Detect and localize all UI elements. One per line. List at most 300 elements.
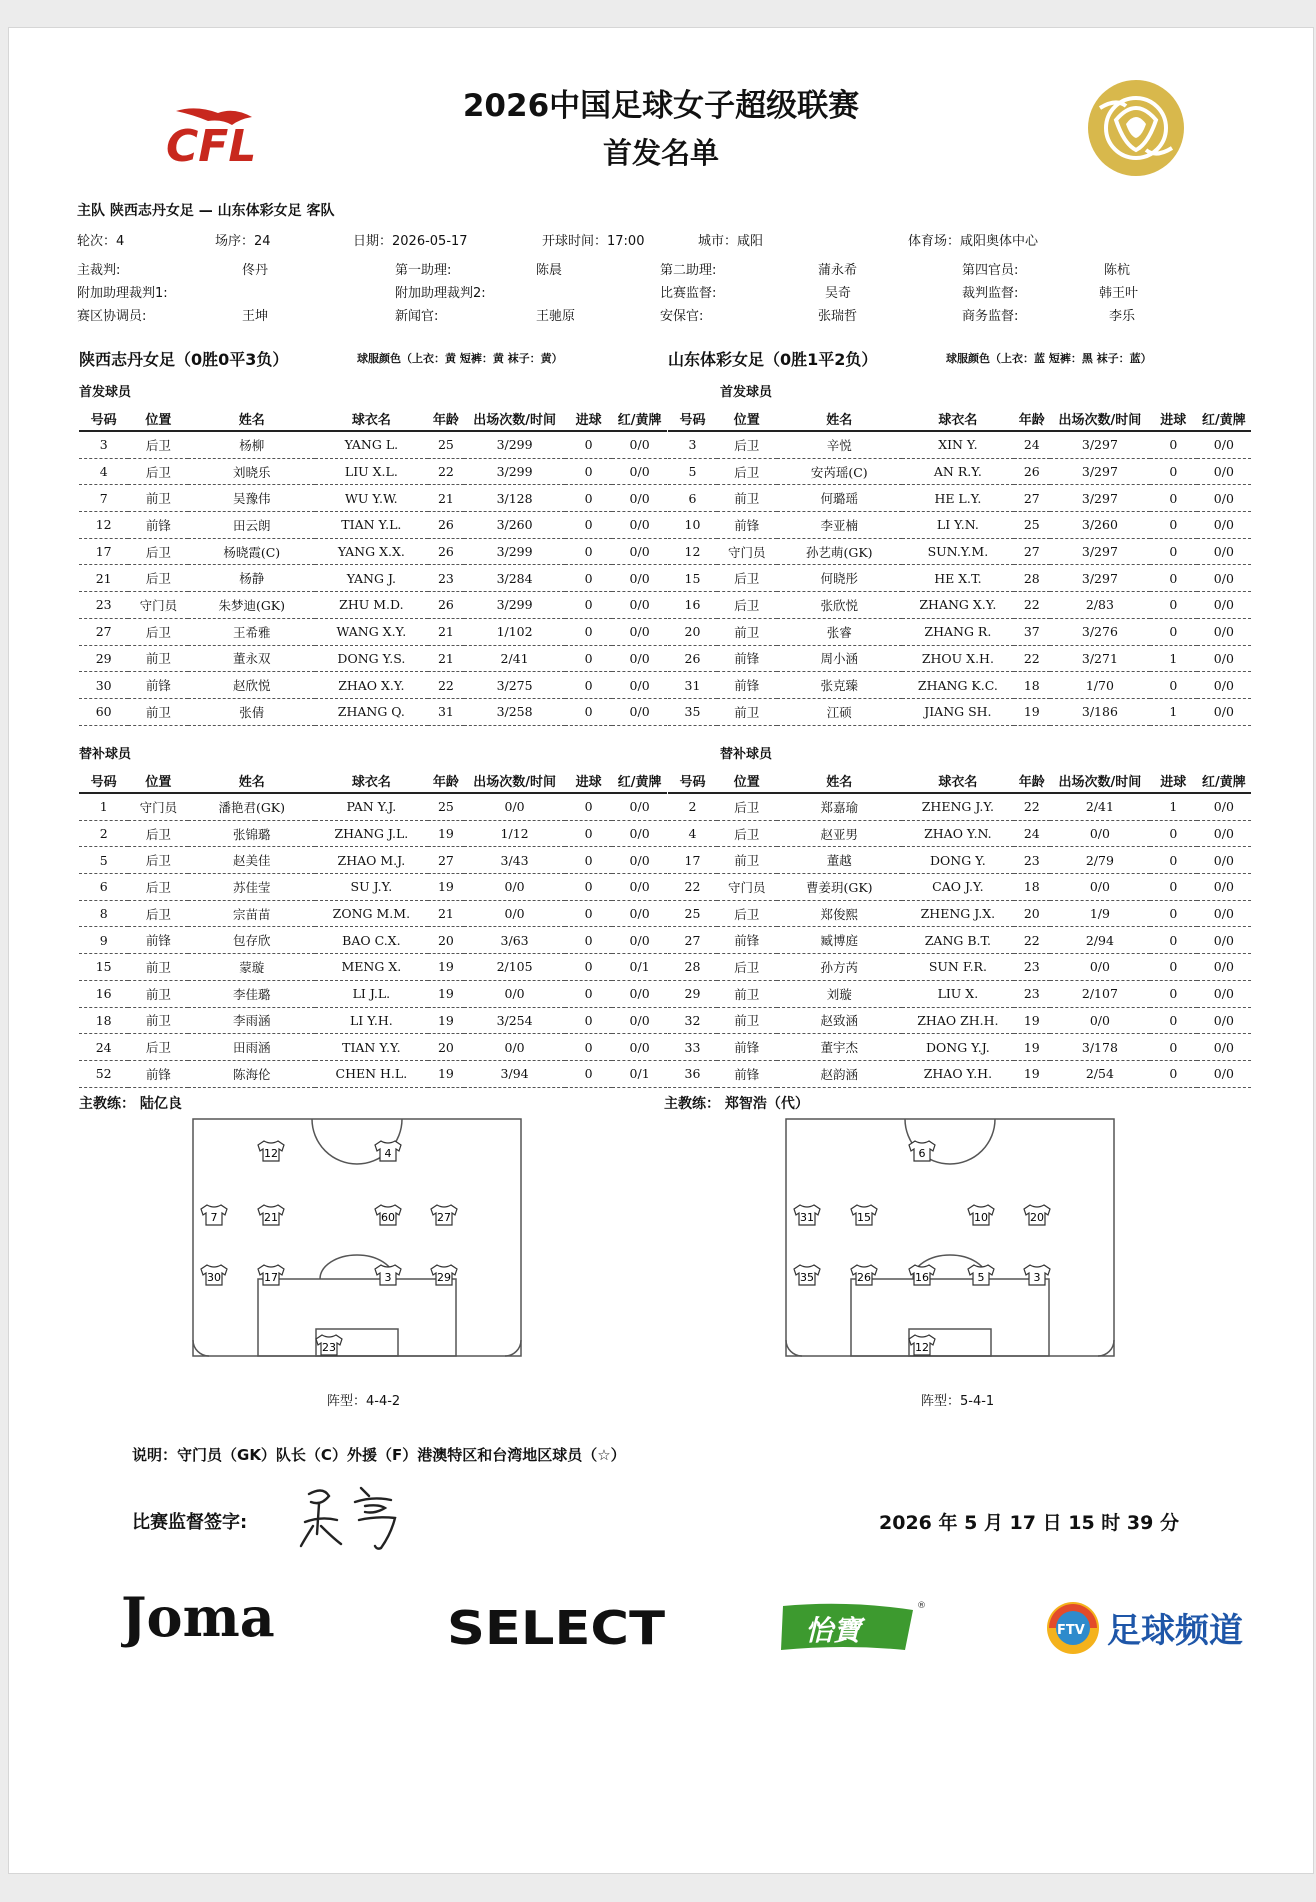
player-cell: 19: [1014, 1034, 1050, 1061]
player-cell: 0/0: [1197, 980, 1251, 1007]
player-cell: 前锋: [128, 512, 188, 539]
player-cell: 18: [1014, 672, 1050, 699]
player-cell: 0: [565, 538, 612, 565]
away-kit-colors: 球服颜色（上衣：蓝 短裤：黑 袜子：蓝）: [946, 352, 1152, 365]
player-row: [79, 1034, 667, 1061]
player-cell: DONG Y.J.: [902, 1034, 1014, 1061]
column-header: 红/黄牌: [612, 406, 667, 431]
player-cell: 前卫: [128, 980, 188, 1007]
column-header: 红/黄牌: [612, 768, 667, 793]
player-cell: 4: [668, 820, 717, 847]
column-header: 年龄: [428, 406, 464, 431]
player-cell: 包存欣: [188, 927, 315, 954]
cbest-logo: [777, 1596, 927, 1656]
player-cell: 张倩: [188, 698, 315, 725]
player-cell: 1/70: [1050, 672, 1150, 699]
player-cell: 3/297: [1050, 458, 1150, 485]
player-cell: 守门员: [128, 793, 188, 820]
player-row: [79, 485, 667, 512]
away-subs-heading: 替补球员: [720, 747, 773, 762]
player-cell: 前卫: [128, 698, 188, 725]
player-cell: ZHAO X.Y.: [315, 672, 428, 699]
player-row: [79, 618, 667, 645]
player-cell: AN R.Y.: [902, 458, 1014, 485]
player-cell: 22: [1014, 645, 1050, 672]
player-cell: 后卫: [128, 431, 188, 458]
player-cell: 0/0: [1197, 793, 1251, 820]
player-cell: 0: [565, 900, 612, 927]
player-cell: 0/0: [1197, 672, 1251, 699]
player-cell: 0: [1150, 431, 1197, 458]
player-cell: 0/0: [1050, 820, 1150, 847]
player-cell: 19: [1014, 1060, 1050, 1087]
player-cell: 2/83: [1050, 592, 1150, 619]
player-cell: 郑俊熙: [777, 900, 903, 927]
column-header: 号码: [668, 406, 717, 431]
player-cell: 0/0: [464, 874, 565, 901]
player-cell: 31: [428, 698, 464, 725]
player-cell: 19: [428, 820, 464, 847]
shirt-number: 4: [384, 1147, 392, 1160]
column-header: 姓名: [777, 406, 903, 431]
player-cell: 田雨涵: [188, 1034, 315, 1061]
player-cell: 36: [668, 1060, 717, 1087]
player-cell: 21: [428, 485, 464, 512]
column-header: 年龄: [428, 768, 464, 793]
player-cell: 前锋: [717, 645, 777, 672]
signature-datetime: 2026 年 5 月 17 日 15 时 39 分: [879, 1512, 1179, 1534]
player-cell: 安芮瑶(C): [777, 458, 903, 485]
player-cell: 孙艺萌(GK): [777, 538, 903, 565]
away-team-name: 山东体彩女足（0胜1平2负）: [668, 350, 878, 369]
player-cell: 何璐瑶: [777, 485, 903, 512]
player-cell: 后卫: [128, 847, 188, 874]
player-cell: 19: [428, 1007, 464, 1034]
player-cell: 27: [1014, 485, 1050, 512]
player-cell: 0: [565, 847, 612, 874]
player-cell: 12: [668, 538, 717, 565]
shirt-number: 31: [800, 1211, 814, 1224]
player-cell: 0: [1150, 458, 1197, 485]
shirt-number: 3: [1033, 1271, 1041, 1284]
player-cell: 24: [1014, 820, 1050, 847]
shirt-icon: [431, 1205, 457, 1225]
player-cell: 前锋: [717, 512, 777, 539]
player-cell: ZHENG J.X.: [902, 900, 1014, 927]
player-cell: 后卫: [128, 618, 188, 645]
player-cell: 陈海伦: [188, 1060, 315, 1087]
player-cell: 0/0: [612, 847, 667, 874]
player-cell: 前锋: [717, 1034, 777, 1061]
player-cell: 前卫: [717, 980, 777, 1007]
player-cell: 5: [79, 847, 128, 874]
away-starters-heading: 首发球员: [720, 385, 773, 400]
player-cell: 27: [1014, 538, 1050, 565]
shirt-icon: [316, 1335, 342, 1355]
player-cell: 24: [79, 1034, 128, 1061]
player-row: [79, 431, 667, 458]
player-cell: ZHANG R.: [902, 618, 1014, 645]
player-cell: 19: [428, 1060, 464, 1087]
player-cell: LI Y.H.: [315, 1007, 428, 1034]
shirt-number: 60: [381, 1211, 395, 1224]
player-cell: 20: [668, 618, 717, 645]
player-row: [79, 458, 667, 485]
player-cell: 2: [79, 820, 128, 847]
official-value: 韩王叶: [1099, 286, 1139, 301]
player-cell: 后卫: [128, 820, 188, 847]
player-cell: 17: [79, 538, 128, 565]
player-row: [79, 1060, 667, 1087]
column-header: 出场次数/时间: [1050, 406, 1150, 431]
column-header: 位置: [128, 768, 188, 793]
shirt-number: 6: [918, 1147, 926, 1160]
player-cell: 37: [1014, 618, 1050, 645]
home-kit-colors: 球服颜色（上衣：黄 短裤：黄 袜子：黄）: [357, 352, 563, 365]
player-cell: 33: [668, 1034, 717, 1061]
lineup-sheet: [8, 27, 1314, 1874]
player-cell: ZHU M.D.: [315, 592, 428, 619]
player-cell: 0/0: [1197, 485, 1251, 512]
player-cell: 0/0: [612, 874, 667, 901]
player-cell: 3/178: [1050, 1034, 1150, 1061]
player-row: [79, 820, 667, 847]
player-cell: 0: [1150, 618, 1197, 645]
shirt-number: 26: [857, 1271, 871, 1284]
player-cell: 0/0: [612, 431, 667, 458]
official-label: 第一助理:: [395, 263, 452, 278]
player-cell: 4: [79, 458, 128, 485]
player-cell: 前卫: [717, 847, 777, 874]
player-cell: 22: [1014, 592, 1050, 619]
player-cell: 0/0: [612, 538, 667, 565]
home-team-name: 陕西志丹女足（0胜0平3负）: [79, 350, 289, 369]
shirt-number: 27: [437, 1211, 451, 1224]
column-header: 球衣名: [315, 406, 428, 431]
player-cell: 2/41: [464, 645, 565, 672]
official-value: 张瑞哲: [818, 309, 858, 324]
player-cell: 1: [1150, 645, 1197, 672]
column-header: 号码: [79, 768, 128, 793]
cbest-logo-text: 怡寶: [805, 1614, 862, 1647]
player-cell: 0/0: [612, 458, 667, 485]
player-cell: 19: [1014, 1007, 1050, 1034]
select-logo: [447, 1600, 667, 1650]
player-cell: 董永双: [188, 645, 315, 672]
official-label: 主裁判:: [77, 263, 121, 278]
player-cell: 0/0: [612, 1034, 667, 1061]
away-formation-pitch: [785, 1118, 1115, 1388]
shirt-number: 23: [322, 1341, 336, 1354]
shirt-number: 10: [974, 1211, 988, 1224]
shirt-icon: [1024, 1265, 1050, 1285]
player-cell: 孙方芮: [777, 954, 903, 981]
svg-text:®: ®: [917, 1601, 926, 1611]
player-cell: 6: [668, 485, 717, 512]
player-cell: 20: [428, 1034, 464, 1061]
shirt-icon: [201, 1265, 227, 1285]
player-cell: 0: [1150, 485, 1197, 512]
official-label: 附加助理裁判2:: [395, 286, 486, 301]
player-cell: 0/0: [1050, 874, 1150, 901]
player-cell: 赵致涵: [777, 1007, 903, 1034]
official-label: 比赛监督:: [660, 286, 717, 301]
player-cell: 0: [1150, 512, 1197, 539]
player-row: [668, 820, 1251, 847]
home-starters-heading: 首发球员: [79, 385, 132, 400]
player-cell: 赵韵涵: [777, 1060, 903, 1087]
player-cell: DONG Y.S.: [315, 645, 428, 672]
player-cell: ZANG B.T.: [902, 927, 1014, 954]
player-cell: 25: [668, 900, 717, 927]
player-cell: 0: [1150, 927, 1197, 954]
player-cell: ZHAO Y.N.: [902, 820, 1014, 847]
player-cell: 22: [428, 672, 464, 699]
player-row: [668, 1034, 1251, 1061]
player-cell: 3/63: [464, 927, 565, 954]
player-cell: 0/0: [464, 793, 565, 820]
player-cell: 3/258: [464, 698, 565, 725]
player-cell: 3/260: [464, 512, 565, 539]
player-cell: 0: [565, 927, 612, 954]
home-starters-table: [79, 406, 667, 726]
player-cell: 30: [79, 672, 128, 699]
player-cell: ZHAO Y.H.: [902, 1060, 1014, 1087]
player-row: [668, 672, 1251, 699]
player-cell: 9: [79, 927, 128, 954]
column-header: 号码: [79, 406, 128, 431]
player-row: [668, 1007, 1251, 1034]
shirt-icon: [794, 1265, 820, 1285]
player-cell: 0/1: [612, 1060, 667, 1087]
player-cell: 前卫: [128, 954, 188, 981]
player-cell: 后卫: [128, 458, 188, 485]
column-header: 位置: [717, 406, 777, 431]
player-cell: BAO C.X.: [315, 927, 428, 954]
match-stadium: 体育场：咸阳奥体中心: [908, 234, 1039, 249]
player-cell: 3/297: [1050, 565, 1150, 592]
away-subs-table: [668, 768, 1251, 1088]
player-cell: 蒙璇: [188, 954, 315, 981]
league-title: 2026中国足球女子超级联赛: [462, 88, 860, 124]
home-coach: 主教练： 陆亿良: [79, 1096, 182, 1112]
player-cell: 32: [668, 1007, 717, 1034]
official-label: 安保官:: [660, 309, 704, 324]
shirt-number: 12: [264, 1147, 278, 1160]
player-cell: 0: [1150, 1060, 1197, 1087]
player-cell: 0/0: [1197, 927, 1251, 954]
player-cell: 赵欣悦: [188, 672, 315, 699]
official-value: 蒲永希: [818, 263, 858, 278]
column-header: 号码: [668, 768, 717, 793]
player-cell: 0/0: [612, 980, 667, 1007]
ftv-badge-text: FTV: [1057, 1623, 1085, 1638]
column-header: 球衣名: [902, 406, 1014, 431]
player-cell: 19: [428, 874, 464, 901]
away-formation-label: 阵型：5-4-1: [921, 1394, 995, 1409]
player-cell: 23: [428, 565, 464, 592]
player-cell: 刘璇: [777, 980, 903, 1007]
official-value: 陈杭: [1104, 263, 1131, 278]
player-cell: 0/0: [1197, 820, 1251, 847]
official-label: 附加助理裁判1:: [77, 286, 168, 301]
player-cell: 前锋: [717, 1060, 777, 1087]
player-cell: TIAN Y.L.: [315, 512, 428, 539]
player-cell: 20: [428, 927, 464, 954]
player-cell: 2/41: [1050, 793, 1150, 820]
player-cell: 后卫: [128, 900, 188, 927]
player-cell: DONG Y.: [902, 847, 1014, 874]
home-subs-heading: 替补球员: [79, 747, 132, 762]
player-cell: 1: [1150, 793, 1197, 820]
player-cell: 后卫: [717, 900, 777, 927]
player-row: [668, 512, 1251, 539]
shirt-number: 3: [384, 1271, 392, 1284]
player-cell: 郑嘉瑜: [777, 793, 903, 820]
player-cell: 18: [1014, 874, 1050, 901]
player-cell: 赵美佳: [188, 847, 315, 874]
official-value: 王坤: [242, 309, 269, 324]
player-cell: 3/299: [464, 538, 565, 565]
player-cell: 0: [565, 431, 612, 458]
player-row: [79, 538, 667, 565]
column-header: 年龄: [1014, 768, 1050, 793]
player-cell: 0/0: [1197, 1034, 1251, 1061]
player-cell: 2/94: [1050, 927, 1150, 954]
player-cell: 田云朗: [188, 512, 315, 539]
player-cell: 3/276: [1050, 618, 1150, 645]
player-cell: WANG X.Y.: [315, 618, 428, 645]
shirt-icon: [851, 1265, 877, 1285]
player-cell: 前卫: [128, 645, 188, 672]
player-cell: 后卫: [128, 538, 188, 565]
match-date: 日期：2026-05-17: [353, 234, 468, 249]
player-cell: 0: [565, 1060, 612, 1087]
match-city: 城市：咸阳: [698, 234, 764, 249]
player-cell: 20: [1014, 900, 1050, 927]
player-cell: HE L.Y.: [902, 485, 1014, 512]
player-cell: 0: [565, 592, 612, 619]
player-cell: 0: [565, 874, 612, 901]
player-cell: 16: [668, 592, 717, 619]
player-cell: 22: [1014, 927, 1050, 954]
player-cell: 3/284: [464, 565, 565, 592]
column-header: 红/黄牌: [1197, 406, 1251, 431]
player-row: [668, 874, 1251, 901]
player-cell: 0: [565, 954, 612, 981]
player-cell: 3/275: [464, 672, 565, 699]
player-cell: 0: [565, 698, 612, 725]
player-cell: 刘晓乐: [188, 458, 315, 485]
player-cell: 1/12: [464, 820, 565, 847]
player-cell: 19: [428, 954, 464, 981]
player-row: [668, 592, 1251, 619]
player-cell: 28: [668, 954, 717, 981]
player-row: [79, 512, 667, 539]
player-cell: 10: [668, 512, 717, 539]
player-cell: PAN Y.J.: [315, 793, 428, 820]
player-cell: 后卫: [717, 565, 777, 592]
player-row: [668, 458, 1251, 485]
player-cell: 2/107: [1050, 980, 1150, 1007]
player-cell: 60: [79, 698, 128, 725]
player-cell: 董宇杰: [777, 1034, 903, 1061]
football-channel-text: 足球频道: [1107, 1611, 1243, 1651]
player-cell: 25: [1014, 512, 1050, 539]
player-cell: 3/299: [464, 431, 565, 458]
player-cell: 0/1: [612, 954, 667, 981]
player-cell: 28: [1014, 565, 1050, 592]
joma-logo: [121, 1588, 341, 1648]
player-cell: 3/254: [464, 1007, 565, 1034]
player-cell: 6: [79, 874, 128, 901]
player-cell: 王希雅: [188, 618, 315, 645]
player-row: [668, 645, 1251, 672]
player-cell: 7: [79, 485, 128, 512]
player-cell: SU J.Y.: [315, 874, 428, 901]
player-cell: 15: [668, 565, 717, 592]
player-cell: LI Y.N.: [902, 512, 1014, 539]
official-value: 吴奇: [825, 286, 852, 301]
player-row: [79, 847, 667, 874]
player-row: [668, 538, 1251, 565]
player-cell: 0/0: [1050, 1007, 1150, 1034]
player-cell: 李雨涵: [188, 1007, 315, 1034]
player-cell: 0/0: [612, 618, 667, 645]
sheet-title: 首发名单: [602, 136, 719, 170]
player-cell: 3/299: [464, 458, 565, 485]
player-row: [79, 698, 667, 725]
player-cell: 27: [668, 927, 717, 954]
player-cell: 后卫: [717, 592, 777, 619]
player-cell: 周小涵: [777, 645, 903, 672]
player-cell: 0: [565, 485, 612, 512]
player-cell: 21: [79, 565, 128, 592]
player-cell: 0/0: [612, 698, 667, 725]
player-cell: 3/297: [1050, 538, 1150, 565]
player-cell: JIANG SH.: [902, 698, 1014, 725]
player-cell: 前锋: [128, 672, 188, 699]
player-cell: 3/186: [1050, 698, 1150, 725]
player-cell: 0/0: [1197, 1060, 1251, 1087]
shirt-number: 7: [210, 1211, 218, 1224]
player-cell: 0/0: [1197, 645, 1251, 672]
player-cell: 8: [79, 900, 128, 927]
player-cell: 1: [79, 793, 128, 820]
player-row: [668, 618, 1251, 645]
player-row: [668, 431, 1251, 458]
player-cell: 1: [1150, 698, 1197, 725]
player-cell: 19: [428, 980, 464, 1007]
shirt-icon: [201, 1205, 227, 1225]
match-teams: 主队 陕西志丹女足 — 山东体彩女足 客队: [77, 203, 335, 219]
player-cell: 0: [1150, 874, 1197, 901]
player-cell: 0/0: [1197, 592, 1251, 619]
player-cell: 0: [1150, 980, 1197, 1007]
player-cell: 2/105: [464, 954, 565, 981]
player-cell: XIN Y.: [902, 431, 1014, 458]
player-cell: 5: [668, 458, 717, 485]
player-row: [668, 900, 1251, 927]
player-cell: 前卫: [717, 485, 777, 512]
player-cell: CHEN H.L.: [315, 1060, 428, 1087]
player-cell: 朱梦迪(GK): [188, 592, 315, 619]
player-cell: 0/0: [612, 645, 667, 672]
official-label: 第二助理:: [660, 263, 717, 278]
player-cell: 赵亚男: [777, 820, 903, 847]
player-cell: 后卫: [128, 565, 188, 592]
column-header: 出场次数/时间: [464, 768, 565, 793]
